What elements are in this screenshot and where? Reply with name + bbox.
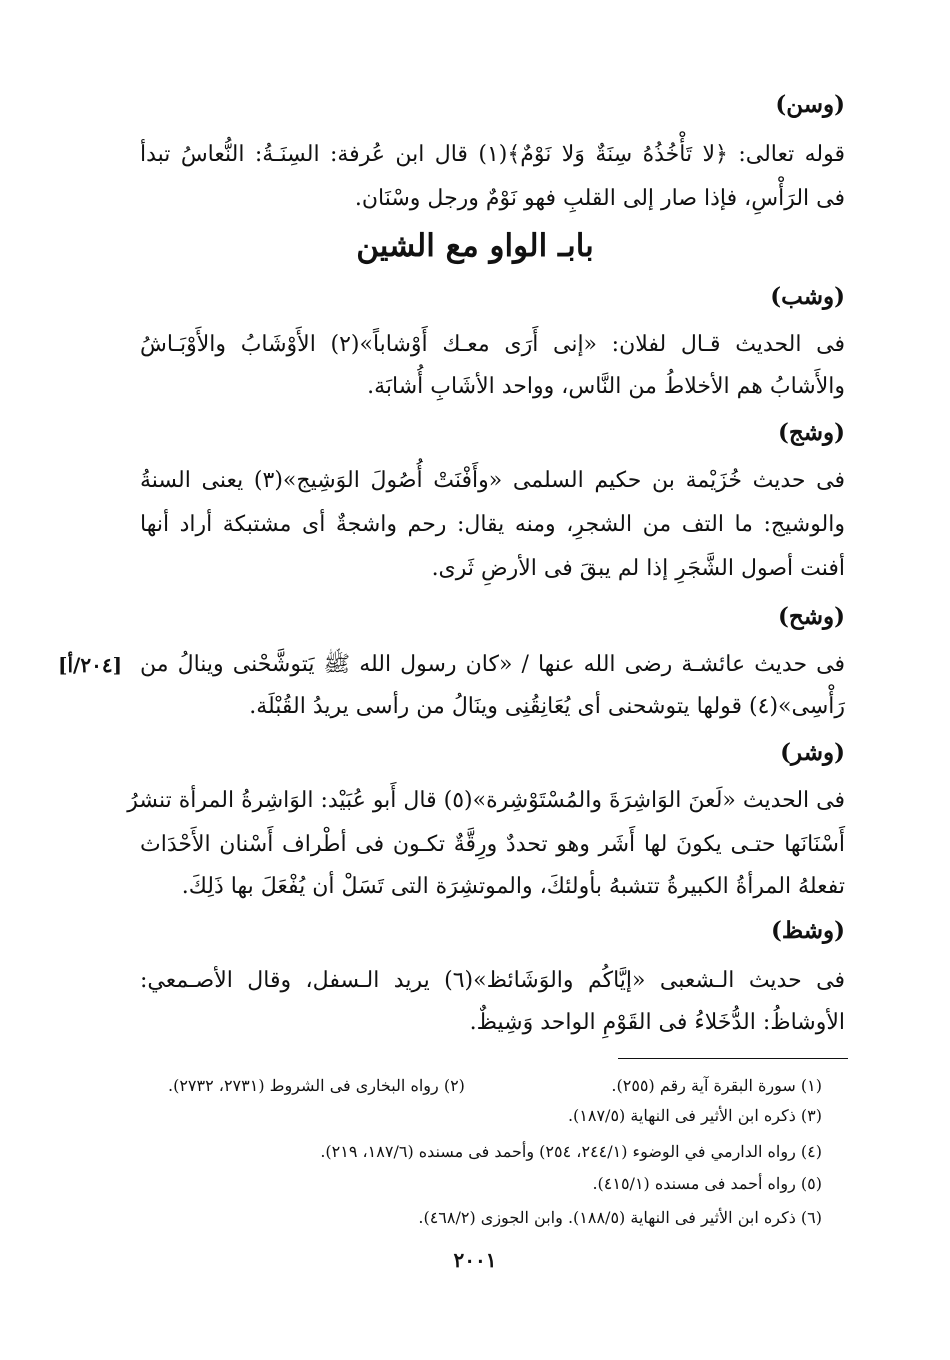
text-line: والوشيج: ما التف من الشجرِ، ومنه يقال: رحم واشجةٌ أى مشتبكة أراد أنها [140, 512, 845, 537]
text-line: فى الحديث قـال لفلان: «إنى أَرَى معـك أَوْشاباً»(٢) الأَوْشَابُ والأَوْبَـاشُ [140, 332, 845, 357]
text-line: تفعلهُ المرأةُ الكبيرةُ تتشبهُ بأولئكَ، والموتشِرَة التى تَسَلْ أن يُفْعَلَ بها ذَلِكَ. [181, 874, 845, 899]
text-line: قوله تعالى: ﴿لا تَأْخُذُهُ سِنَةٌ وَلا نَوْمٌ﴾(١) قال ابن عُرفة: السِنَـةُ: النُّعاسُ تبدأ [140, 142, 845, 167]
text-line: فى الحديث «لَعنَ الوَاشِرَةَ والمُسْتَوْشِرة»(٥) قال أَبو عُبَيْد: الوَاشِرةُ المرأة تنشرُ [127, 788, 845, 813]
text-line: رَأْسِى»(٤) قولها يتوشحنى أى يُعَانِقُنِى وينَالُ من رأسى يريدُ القُبْلَة. [249, 694, 845, 719]
text-line: والأَشابُ هم الأخلاطُ من النَّاس، وواحد الأشَابِ أُشابَة. [367, 374, 845, 399]
text-line: فى الرَأْسِ، فإذا صار إلى القلبِ فهو نَوْمٌ ورجل وسْنَان. [354, 186, 845, 211]
entry-heading-washar: (وشر) [780, 739, 845, 766]
chapter-title: بابـ الواو مع الشين [356, 228, 594, 264]
entry-heading-washat: (وشظ) [771, 917, 845, 944]
footnote-divider [618, 1058, 848, 1059]
footnote-1: (١) سورة البقرة آية رقم (٢٥٥). [611, 1076, 822, 1095]
text-line: أَسْنَانَها حتـى يكونَ لها أَشَر وهو تحددٌ ورِقَّةٌ تكـون فى أطْراف أَسْنان الأَحْدَاث [140, 832, 845, 857]
entry-heading-washaj: (وشج) [778, 419, 845, 446]
text-line: الأوشاظُ: الدُّخَلاءُ فى القَوْمِ الواحد وَشِيظٌ. [469, 1010, 845, 1035]
entry-heading-washab: (وشب) [770, 283, 845, 310]
page-number: ٢٠٠١ [453, 1248, 497, 1272]
text-line: فى حديث عائشـة رضى الله عنها / «كان رسول الله ﷺ يَتوشَّحْنى وينالُ من [140, 652, 845, 677]
footnote-6: (٦) ذكره ابن الأثير فى النهاية (١٨٨/٥). وابن الجوزى (٤٦٨/٢). [418, 1208, 822, 1227]
manuscript-folio-ref: [٢٠٤/أ] [58, 653, 123, 677]
text-line: فى حديث خُزَيْمة بن حكيم السلمى «وأَفْنَتْ أُصُولَ الوَشِيج»(٣) يعنى السنةُ [140, 468, 845, 493]
entry-heading-wasan: (وسن) [775, 91, 845, 118]
entry-heading-washah: (وشح) [778, 603, 845, 630]
footnote-5: (٥) رواه أحمد فى مسنده (٤١٥/١). [592, 1174, 822, 1193]
text-line: أفنت أصول الشَّجَرِ إذا لم يبقَ فى الأرضِ ثَرى. [431, 556, 845, 581]
footnote-2: (٢) رواه البخارى فى الشروط (٢٧٣١، ٢٧٣٢). [168, 1076, 465, 1095]
footnote-3: (٣) ذكره ابن الأثير فى النهاية (١٨٧/٥). [567, 1106, 822, 1125]
text-line: فى حديث الـشعبى «إيَّاكُم والوَشَائظ»(٦) يريد الـسفل، وقال الأصـمعي: [140, 968, 845, 993]
footnote-4: (٤) رواه الدارمي في الوضوء (٢٤٤/١، ٢٥٤) وأحمد فى مسنده (١٨٧/٦، ٢١٩). [320, 1142, 822, 1161]
